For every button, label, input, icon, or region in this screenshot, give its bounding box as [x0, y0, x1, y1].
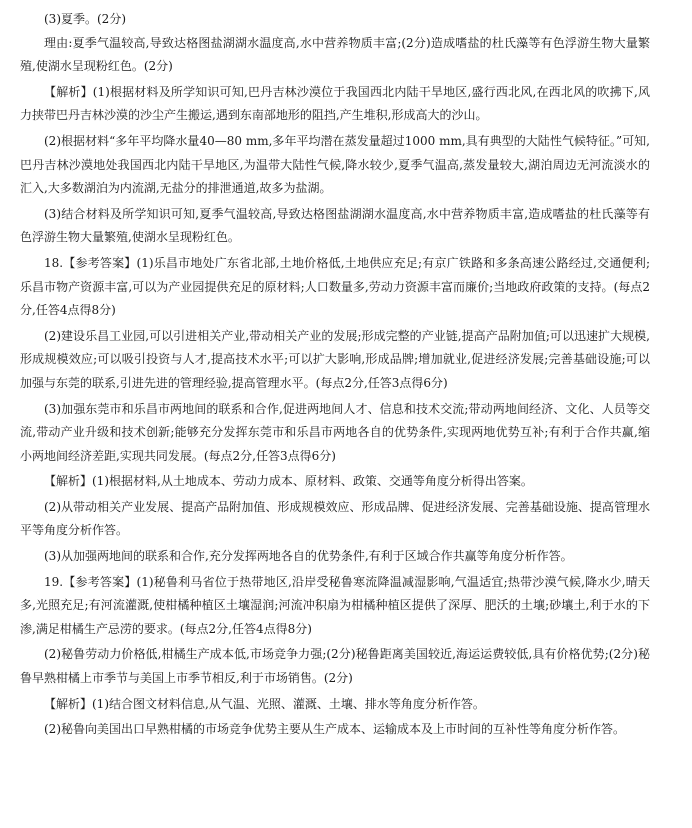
answer-q18-part1: 18.【参考答案】(1)乐昌市地处广东省北部,土地价格低,土地供应充足;有京广铁路和多条高速公路经过,交通便利;乐昌市物产资源丰富,可以为产业园提供充足的原材料;人口数量多,劳动力资源丰富而廉价;当地政府政策的支持。(每点2分,任答4点得8分) — [20, 255, 650, 318]
answer-q19-part2: (2)秘鲁劳动力价格低,柑橘生产成本低,市场竞争力强;(2分)秘鲁距离美国较近,海运运费较低,具有价格优势;(2分)秘鲁早熟柑橘上市季节与美国上市季节相反,利于市场销售。(2分) — [20, 647, 650, 686]
analysis-q17-part1: 【解析】(1)根据材料及所学知识可知,巴丹吉林沙漠位于我国西北内陆干旱地区,盛行西北风,在西北风的吹拂下,风力挟带巴丹吉林沙漠的沙尘产生搬运,遇到东南部地形的阻挡,产生堆积,形成高大的沙山。 — [20, 84, 650, 123]
analysis-q18-part2: (2)从带动相关产业发展、提高产品附加值、形成规模效应、形成品牌、促进经济发展、完善基础设施、提高管理水平等角度分析作答。 — [20, 499, 650, 538]
analysis-q17-part3: (3)结合材料及所学知识可知,夏季气温较高,导致达格图盐湖湖水温度高,水中营养物质丰富,造成嗜盐的杜氏藻等有色浮游生物大量繁殖,使湖水呈现粉红色。 — [20, 206, 650, 245]
analysis-q18-part3: (3)从加强两地间的联系和合作,充分发挥两地各自的优势条件,有利于区域合作共赢等角度分析作答。 — [44, 549, 573, 564]
answer-q17-part3: (3)夏季。(2分) — [44, 12, 126, 26]
answer-q18-part2: (2)建设乐昌工业园,可以引进相关产业,带动相关产业的发展;形成完整的产业链,提高产品附加值;可以迅速扩大规模,形成规模效应;可以吸引投资与人才,提高技术水平;可以扩大影响,形成品牌;增加就业,促进经济发展;完善基础设施;可以加强与东莞的联系,引进先进的管理经验,提高管理水平。(每点2分,任答3点得6分) — [20, 328, 650, 390]
answer-q19-part1: 19.【参考答案】(1)秘鲁利马省位于热带地区,沿岸受秘鲁寒流降温减湿影响,气温适宜;热带沙漠气候,降水少,晴天多,光照充足;有河流灌溉,使柑橘种植区土壤湿润;河流冲积扇为柑橘种植区提供了深厚、肥沃的土壤;砂壤土,利于水的下渗,满足柑橘生产忌涝的要求。(每点2分,任答4点得8分) — [20, 574, 650, 636]
analysis-q19-part1: 【解析】(1)结合图文材料信息,从气温、光照、灌溉、土壤、排水等角度分析作答。 — [44, 696, 485, 711]
analysis-q19-part2: (2)秘鲁向美国出口早熟柑橘的市场竞争优势主要从生产成本、运输成本及上市时间的互补性等角度分析作答。 — [44, 722, 626, 737]
answer-q17-part3-reason: 理由:夏季气温较高,导致达格图盐湖湖水温度高,水中营养物质丰富;(2分)造成嗜盐的杜氏藻等有色浮游生物大量繁殖,使湖水呈现粉红色。(2分) — [20, 35, 650, 74]
analysis-q17-part2: (2)根据材料“多年平均降水量40—80 mm,多年平均潜在蒸发量超过1000 mm,具有典型的大陆性气候特征。”可知,巴丹吉林沙漠地处我国西北内陆干旱地区,为温带大陆性气候,降水较少,夏季气温高,蒸发量较大,湖泊周边无河流淡水的汇入,大多数湖泊为内流湖,无盐分的排泄通道,故多为盐湖。 — [20, 133, 650, 196]
answer-q18-part3: (3)加强东莞市和乐昌市两地间的联系和合作,促进两地间人才、信息和技术交流;带动两地间经济、文化、人员等交流,带动产业升级和技术创新;能够充分发挥东莞市和乐昌市两地各自的优势条件,实现两地优势互补;有利于合作共赢,缩小两地间经济差距,实现共同发展。(每点2分,任答3点得6分) — [20, 401, 650, 463]
analysis-q18-part1: 【解析】(1)根据材料,从土地成本、劳动力成本、原材料、政策、交通等角度分析得出答案。 — [44, 474, 533, 489]
